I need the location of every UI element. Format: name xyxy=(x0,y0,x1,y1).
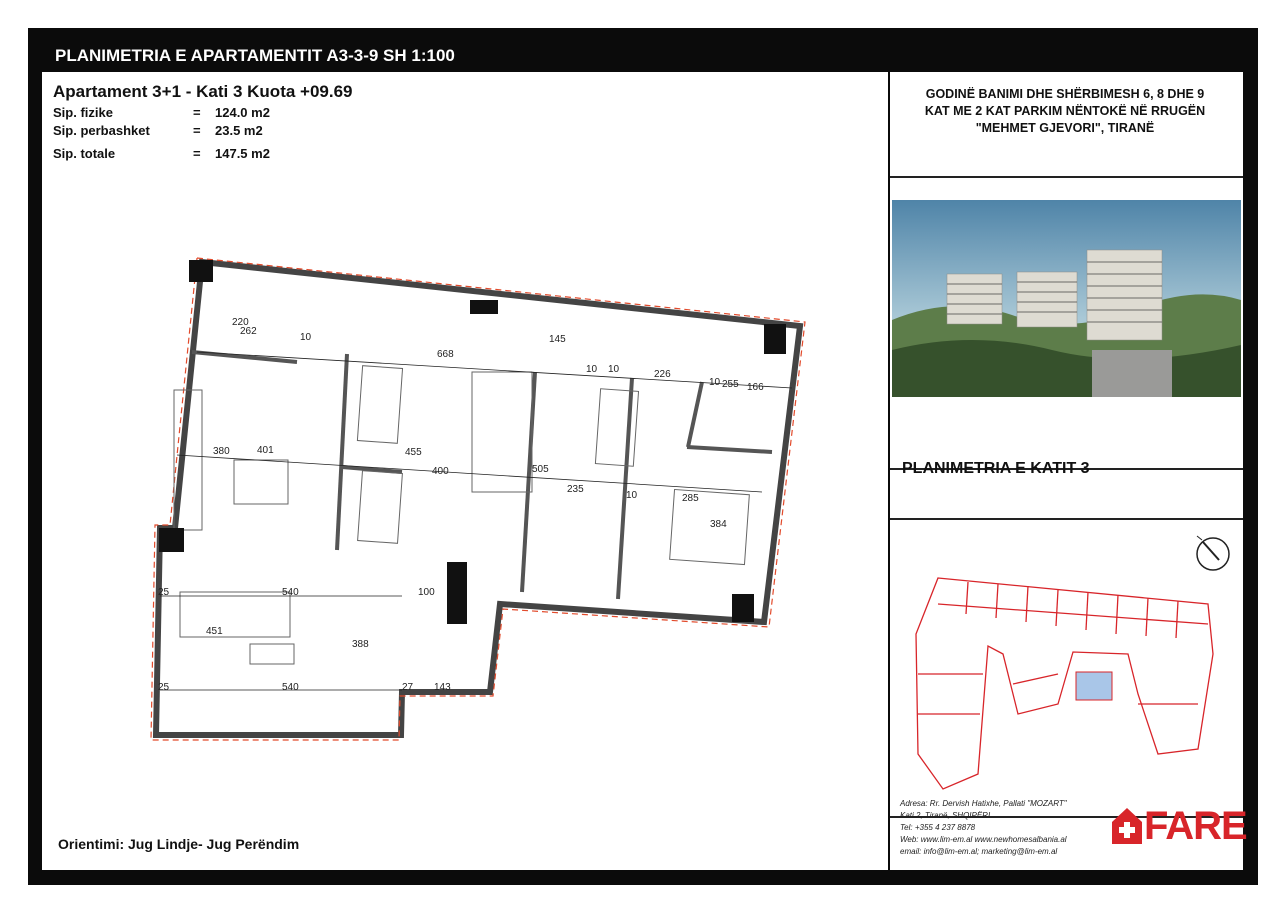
interior-wall xyxy=(522,372,535,592)
dimension-label: 220 xyxy=(232,317,249,328)
project-title-line: GODINË BANIMI DHE SHËRBIMESH 6, 8 DHE 9 xyxy=(925,87,1205,101)
area-equals: = xyxy=(193,123,201,138)
contact-line: Tel: +355 4 237 8878 xyxy=(900,823,976,832)
interior-wall xyxy=(337,354,347,550)
apartment-plan-panel xyxy=(42,72,888,870)
dining-table xyxy=(234,460,288,504)
orientation-note: Orientimi: Jug Lindje- Jug Perëndim xyxy=(58,836,300,852)
apartment-highlight xyxy=(1076,672,1112,700)
divider xyxy=(890,518,1243,520)
contact-line: Adresa: Rr. Dervish Hatixhe, Pallati "MOZART" xyxy=(900,799,1067,808)
area-value: 147.5 m2 xyxy=(215,146,270,161)
dimension-label: 235 xyxy=(567,484,584,495)
sheet-title: PLANIMETRIA E APARTAMENTIT A3-3-9 SH 1:100 xyxy=(55,46,455,65)
dimension-label: 10 xyxy=(586,364,598,375)
floor-plan-title: PLANIMETRIA E KATIT 3 xyxy=(902,460,1090,477)
dimension-label: 380 xyxy=(213,446,230,457)
dimension-label: 505 xyxy=(532,464,549,475)
dimension-label: 27 xyxy=(402,682,414,693)
north-arrow-icon xyxy=(1193,534,1233,574)
building-render-image xyxy=(892,200,1241,397)
contact-line: email: info@lim-em.al; marketing@lim-em.al xyxy=(900,847,1058,856)
column xyxy=(764,324,786,354)
dimension-label: 255 xyxy=(722,379,739,390)
title-block-panel xyxy=(890,72,1247,870)
area-label: Sip. fizike xyxy=(53,105,113,120)
dimension-label: 384 xyxy=(710,519,727,530)
coffee-table xyxy=(250,644,294,664)
project-title xyxy=(900,86,1230,137)
dimension-label: 145 xyxy=(549,334,566,345)
dimension-label: 10 xyxy=(626,490,638,501)
dimension-label: 10 xyxy=(709,377,721,388)
fare-logo xyxy=(1110,804,1247,848)
dimension-label: 25 xyxy=(158,587,170,598)
dimension-label: 668 xyxy=(437,349,454,360)
column xyxy=(447,562,467,624)
dimension-label: 10 xyxy=(300,332,312,343)
interior-wall xyxy=(687,447,772,452)
sofa xyxy=(180,592,290,637)
interior-wall xyxy=(688,382,702,447)
dimension-label: 388 xyxy=(352,639,369,650)
column xyxy=(189,260,213,282)
dimension-label: 100 xyxy=(418,587,435,598)
dimension-label: 285 xyxy=(682,493,699,504)
bed xyxy=(358,471,403,544)
column xyxy=(732,594,754,622)
apartment-floor-plan xyxy=(42,72,888,812)
interior-wall xyxy=(618,378,632,599)
dimension-label: 226 xyxy=(654,369,671,380)
project-title-line: "MEHMET GJEVORI", TIRANË xyxy=(975,121,1155,135)
dimension-label: 540 xyxy=(282,587,299,598)
apartment-heading: Apartament 3+1 - Kati 3 Kuota +09.69 xyxy=(53,82,353,101)
dimension-label: 143 xyxy=(434,682,451,693)
contact-info xyxy=(900,798,1067,858)
area-value: 124.0 m2 xyxy=(215,105,270,120)
area-equals: = xyxy=(193,146,201,161)
area-value: 23.5 m2 xyxy=(215,123,263,138)
area-equals: = xyxy=(193,105,201,120)
dimension-label: 451 xyxy=(206,626,223,637)
building xyxy=(947,274,1002,324)
key-plan xyxy=(908,574,1228,794)
dimension-label: 25 xyxy=(158,682,170,693)
house-cross-icon xyxy=(1110,806,1144,846)
dimension-label: 540 xyxy=(282,682,299,693)
dimension-label: 262 xyxy=(240,326,257,337)
column xyxy=(470,300,498,314)
dimension-label: 10 xyxy=(608,364,620,375)
project-title-line: KAT ME 2 KAT PARKIM NËNTOKË NË RRUGËN xyxy=(924,104,1206,118)
dimension-line xyxy=(177,455,762,492)
building xyxy=(1087,250,1162,340)
dimension-label: 455 xyxy=(405,447,422,458)
bed xyxy=(357,366,402,444)
logo-text: FARE xyxy=(1144,804,1247,848)
area-label: Sip. perbashket xyxy=(53,123,150,138)
dimension-label: 401 xyxy=(257,445,274,456)
building xyxy=(1017,272,1077,327)
contact-line: Web: www.lim-em.al www.newhomesalbania.al xyxy=(900,835,1067,844)
dimension-line xyxy=(197,352,792,388)
divider xyxy=(890,176,1243,178)
drawing-sheet xyxy=(28,28,1258,885)
building-outline xyxy=(916,578,1213,789)
area-label: Sip. totale xyxy=(53,146,116,161)
contact-line: Kati 2, Tiranë, SHQIPËRI xyxy=(900,811,991,820)
dimension-label: 166 xyxy=(747,382,764,393)
dimension-label: 400 xyxy=(432,466,449,477)
column xyxy=(159,528,184,552)
